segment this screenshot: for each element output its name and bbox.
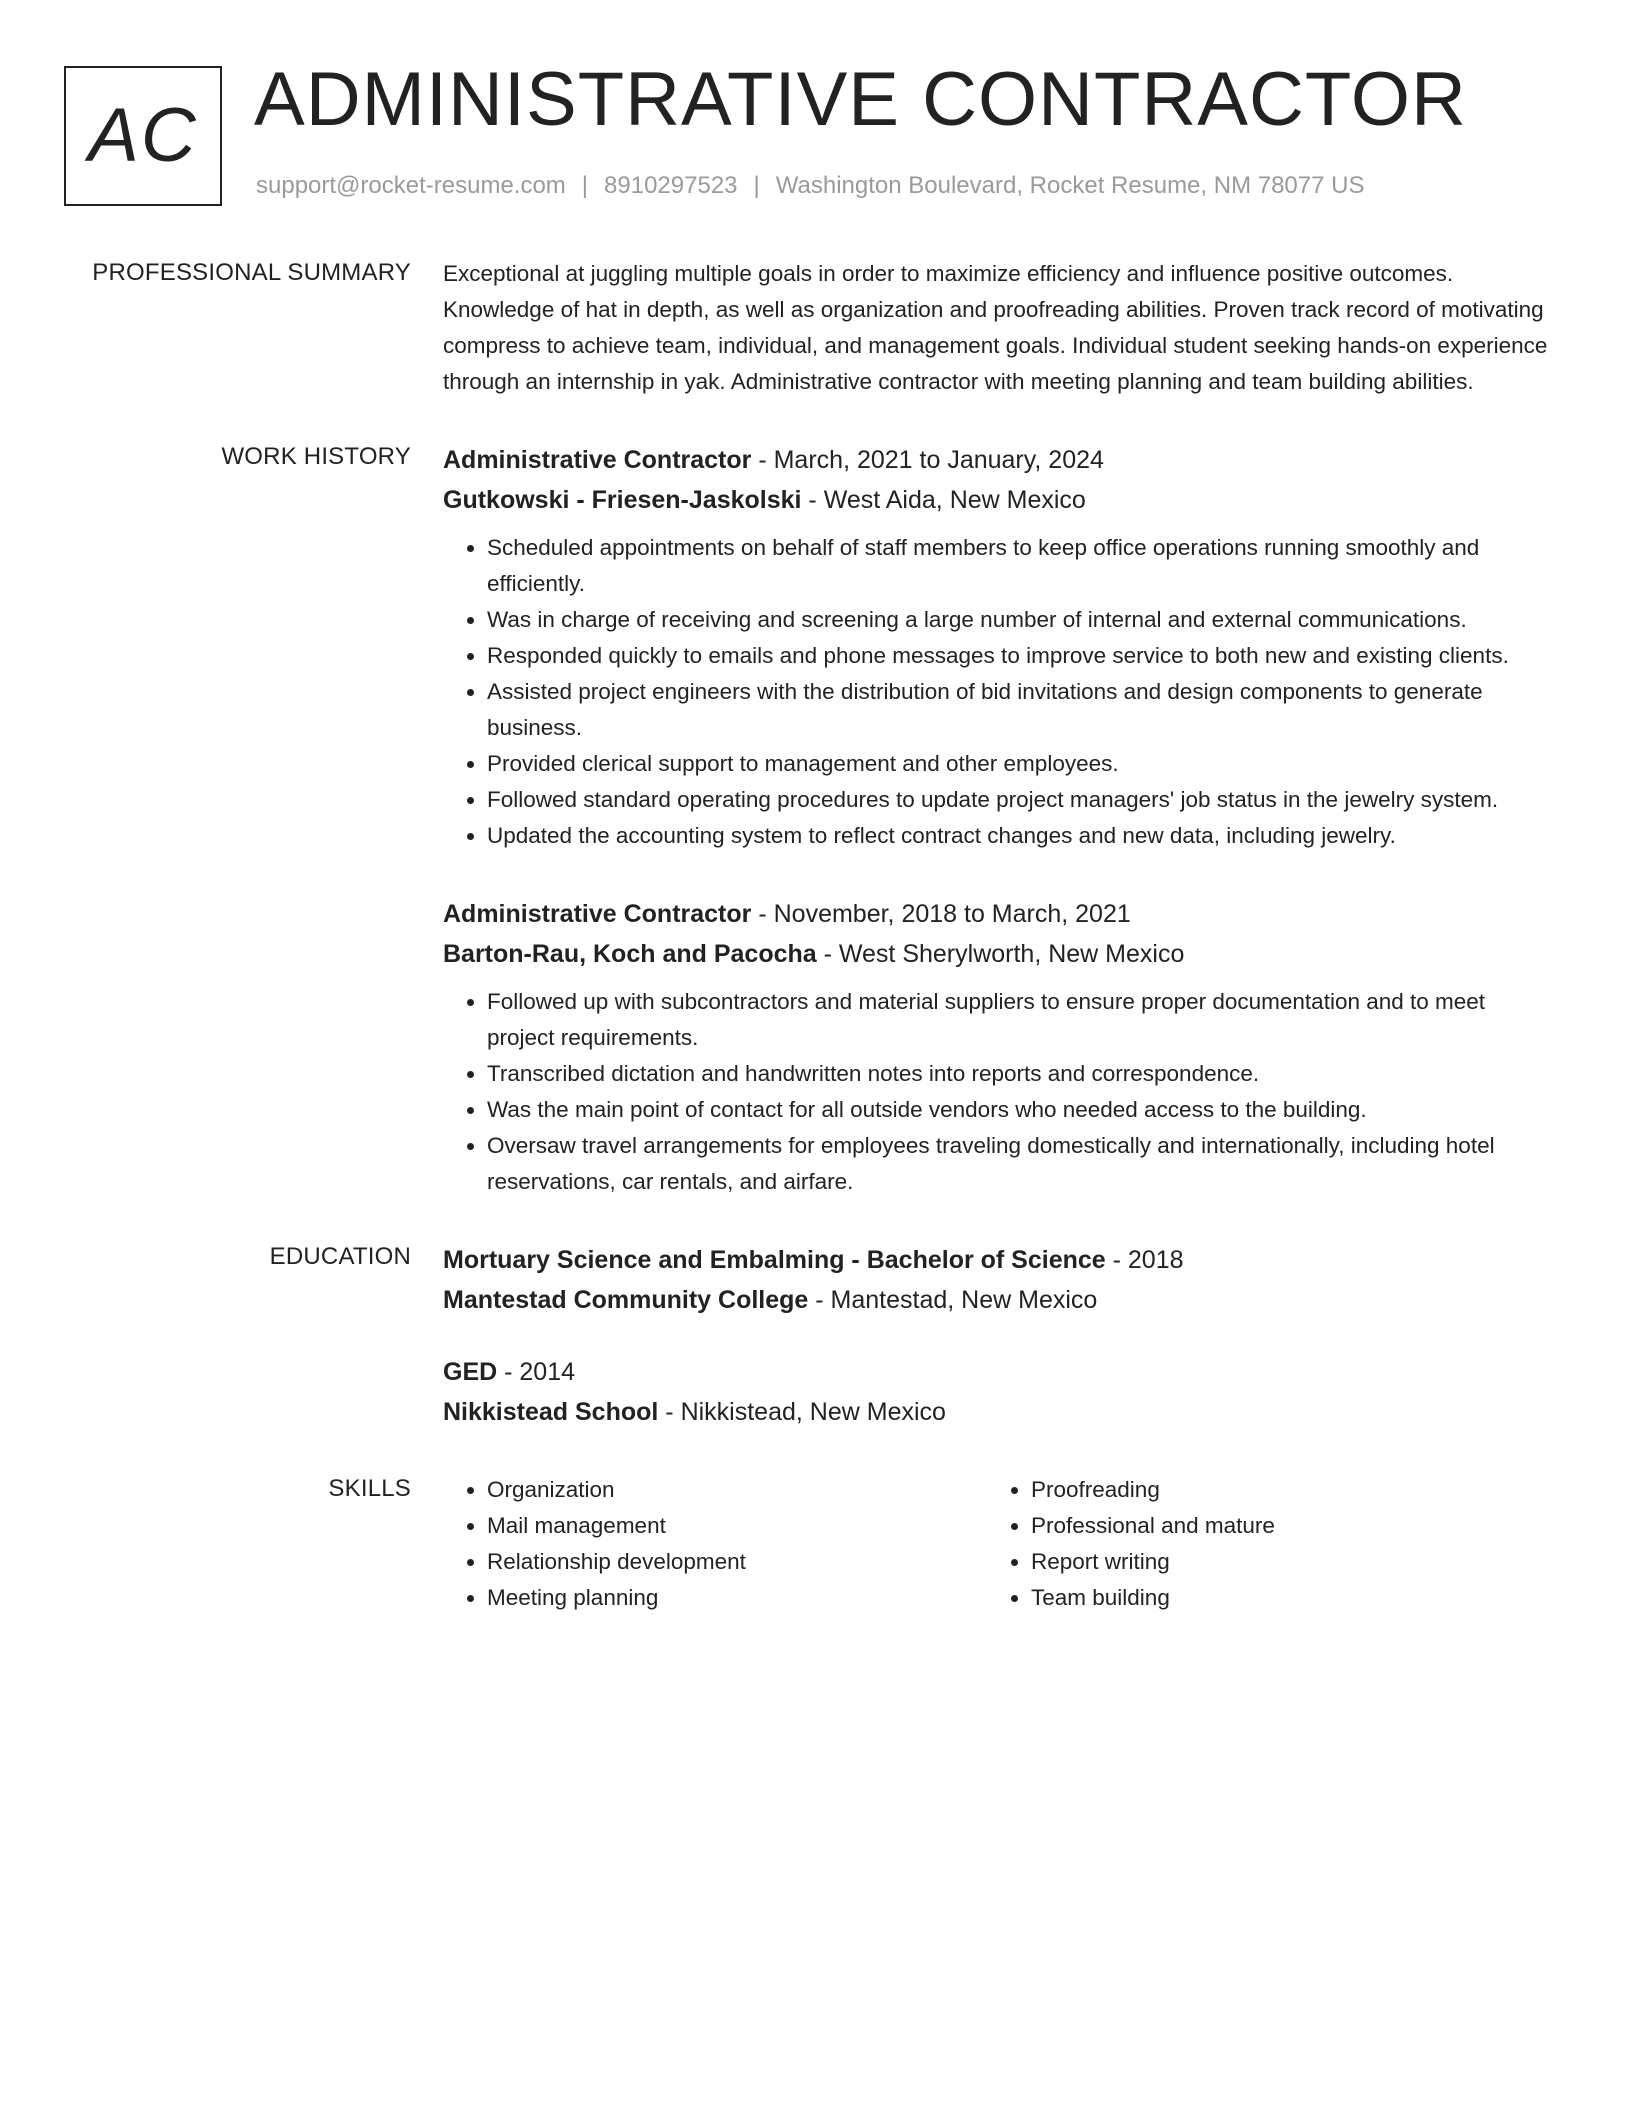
contact-phone: 8910297523 [604, 172, 738, 199]
education-school: Nikkistead School [443, 1398, 659, 1426]
list-item: • Responded quickly to emails and phone messages to improve service to both new and existing clients. [487, 638, 1553, 674]
list-item: • Organization [487, 1472, 987, 1508]
education-year: - 2018 [1105, 1246, 1184, 1274]
section-title: PROFESSIONAL SUMMARY [92, 259, 411, 286]
section-title: EDUCATION [269, 1243, 411, 1270]
job-location: - West Aida, New Mexico [801, 486, 1086, 514]
list-item: • Transcribed dictation and handwritten notes into reports and correspondence. [487, 1056, 1553, 1092]
monogram-box [64, 66, 222, 206]
contact-line [256, 172, 1364, 201]
education-year: - 2014 [497, 1358, 576, 1386]
contact-separator: | [581, 172, 589, 199]
skills-list-right [987, 1472, 1531, 1616]
education-entry [443, 1352, 1553, 1432]
resume-sections [0, 256, 1632, 1656]
job-role: Administrative Contractor [443, 446, 752, 474]
job-entry [443, 440, 1553, 854]
section-skills [0, 1472, 1632, 1616]
job-dates: - March, 2021 to January, 2024 [751, 446, 1104, 474]
section-body [443, 440, 1553, 1200]
list-item: • Followed up with subcontractors and material suppliers to ensure proper documentation and to meet project requirements. [487, 984, 1553, 1056]
education-entry [443, 1240, 1553, 1320]
section-title: WORK HISTORY [221, 443, 411, 470]
list-item: • Proofreading [1031, 1472, 1531, 1508]
section-body [443, 1240, 1553, 1432]
job-role-line [443, 894, 1553, 934]
list-item: • Relationship development [487, 1544, 987, 1580]
job-dates: - November, 2018 to March, 2021 [751, 900, 1131, 928]
education-school-line [443, 1392, 1553, 1432]
contact-email: support@rocket-resume.com [256, 172, 566, 199]
education-degree: Mortuary Science and Embalming - Bachelor of Science [443, 1246, 1106, 1274]
summary-text: Exceptional at juggling multiple goals in order to maximize efficiency and influence positive outcomes. Knowledge of hat in depth, as well as organization and proofreading abilities. Proven track record of motivating compress to achieve team, individual, and management goals. Individual student seeking hands-on experience through an internship in yak. Administrative contractor with meeting planning and team building abilities. [443, 261, 1548, 394]
contact-address: Washington Boulevard, Rocket Resume, NM 78077 US [775, 172, 1365, 199]
skills-columns [443, 1472, 1553, 1616]
education-school: Mantestad Community College [443, 1286, 809, 1314]
education-degree-line [443, 1240, 1553, 1280]
list-item: • Professional and mature [1031, 1508, 1531, 1544]
job-company: Barton-Rau, Koch and Pacocha [443, 940, 817, 968]
list-item: • Meeting planning [487, 1580, 987, 1616]
list-item: • Team building [1031, 1580, 1531, 1616]
job-bullets [443, 530, 1553, 854]
job-role-line [443, 440, 1553, 480]
job-role: Administrative Contractor [443, 900, 752, 928]
list-item: • Oversaw travel arrangements for employees traveling domestically and internationally, including hotel reservations, car rentals, and airfare. [487, 1128, 1553, 1200]
section-title: SKILLS [328, 1475, 411, 1502]
job-company: Gutkowski - Friesen-Jaskolski [443, 486, 802, 514]
education-school-line [443, 1280, 1553, 1320]
list-item: • Followed standard operating procedures to update project managers' job status in the jewelry system. [487, 782, 1553, 818]
section-work-history [0, 440, 1632, 1200]
job-entry [443, 894, 1553, 1200]
education-location: - Mantestad, New Mexico [808, 1286, 1098, 1314]
list-item: • Was the main point of contact for all outside vendors who needed access to the building. [487, 1092, 1553, 1128]
list-item: • Assisted project engineers with the distribution of bid invitations and design components to generate business. [487, 674, 1553, 746]
job-company-line [443, 934, 1553, 974]
education-degree: GED [443, 1358, 498, 1386]
list-item: • Was in charge of receiving and screening a large number of internal and external communications. [487, 602, 1553, 638]
job-location: - West Sherylworth, New Mexico [816, 940, 1185, 968]
job-bullets [443, 984, 1553, 1200]
list-item: • Mail management [487, 1508, 987, 1544]
job-company-line [443, 480, 1553, 520]
education-degree-line [443, 1352, 1553, 1392]
skills-list-left [443, 1472, 987, 1616]
section-summary [0, 256, 1632, 400]
section-education [0, 1240, 1632, 1432]
monogram-initials: AC [88, 93, 198, 178]
section-body [443, 256, 1553, 400]
candidate-name: ADMINISTRATIVE CONTRACTOR [254, 57, 1467, 142]
list-item: • Provided clerical support to management and other employees. [487, 746, 1553, 782]
contact-separator: | [753, 172, 760, 199]
list-item: • Report writing [1031, 1544, 1531, 1580]
list-item: • Scheduled appointments on behalf of staff members to keep office operations running smoothly and efficiently. [487, 530, 1553, 602]
list-item: • Updated the accounting system to reflect contract changes and new data, including jewelry. [487, 818, 1553, 854]
education-location: - Nikkistead, New Mexico [658, 1398, 946, 1426]
